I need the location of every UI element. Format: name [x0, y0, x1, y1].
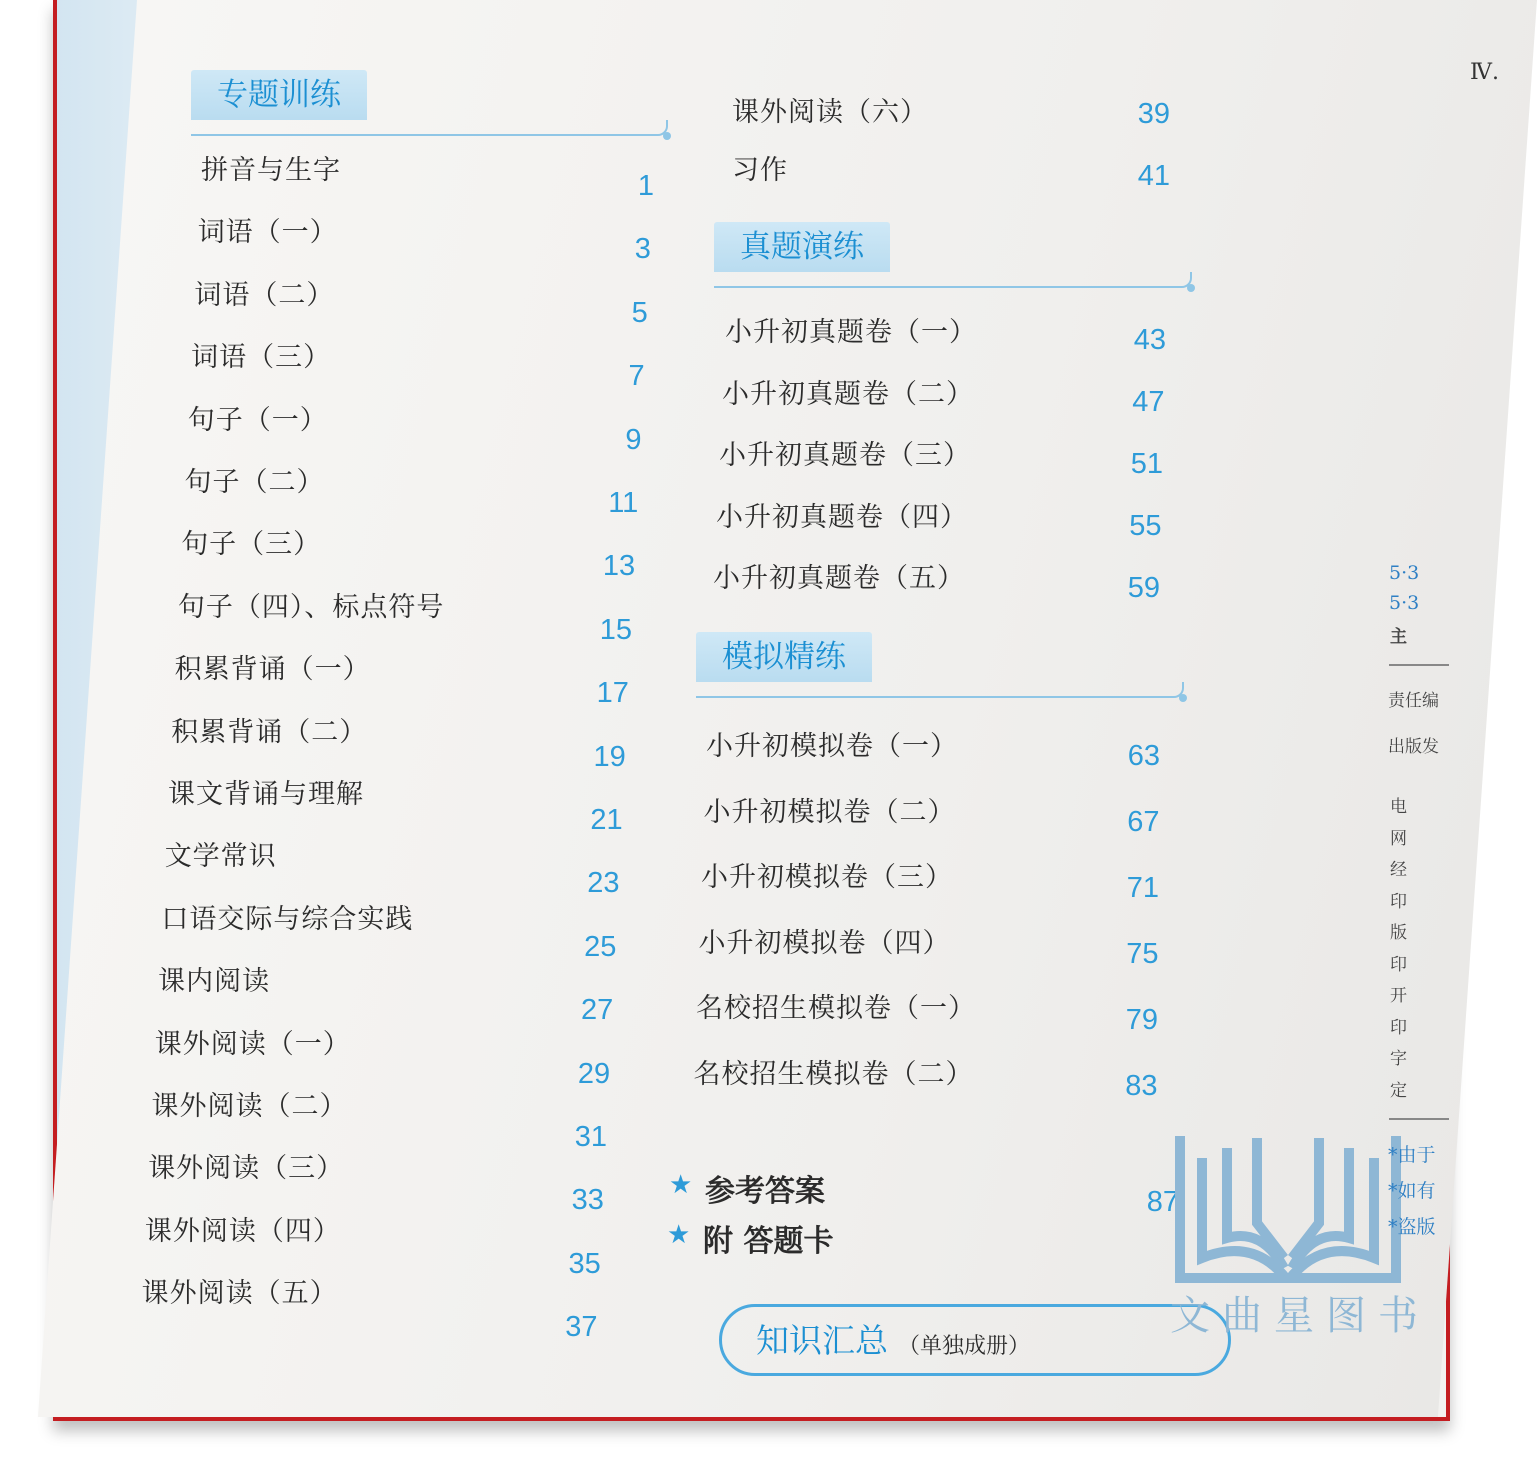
toc-page-number: 79	[1125, 1004, 1158, 1036]
toc-page-number: 63	[1127, 740, 1160, 772]
margin-vertical-char: 定	[1390, 1080, 1407, 1101]
toc-page-number: 13	[602, 550, 636, 583]
toc-item-answer-card[interactable]: 附 答题卡	[703, 1224, 834, 1259]
toc-item[interactable]: 小升初真题卷（二）	[722, 378, 974, 410]
toc-page-number: 3	[634, 233, 651, 266]
toc-page-number: 47	[1132, 386, 1165, 418]
toc-page-answers: 87	[1146, 1186, 1179, 1218]
toc-page-number: 31	[574, 1121, 607, 1153]
toc-item[interactable]: 词语（二）	[194, 279, 335, 311]
toc-item[interactable]: 小升初模拟卷（二）	[703, 796, 956, 828]
toc-page-number: 7	[628, 360, 645, 393]
toc-item-answers[interactable]: 参考答案	[705, 1174, 825, 1209]
toc-page-number: 9	[625, 423, 642, 456]
toc-item[interactable]: 文学常识	[164, 841, 277, 873]
book-logo-icon	[1172, 1128, 1404, 1288]
toc-item[interactable]: 拼音与生字	[201, 155, 341, 186]
toc-item[interactable]: 小升初模拟卷（三）	[701, 862, 953, 893]
section-rule	[191, 120, 668, 136]
toc-page-number: 15	[599, 613, 633, 646]
toc-page-number: 55	[1129, 510, 1162, 542]
section-title: 专题训练	[217, 77, 341, 113]
toc-item[interactable]: 句子（三）	[181, 529, 322, 561]
toc-item[interactable]: 课文背诵与理解	[168, 779, 364, 810]
toc-page-number: 27	[580, 994, 614, 1027]
photo-frame	[53, 0, 1499, 1421]
section-rule	[714, 272, 1192, 288]
toc-item[interactable]: 名校招生模拟卷（一）	[696, 993, 976, 1024]
margin-vertical-char: 开	[1390, 986, 1407, 1006]
section-rule	[696, 682, 1184, 698]
toc-item[interactable]: 句子（二）	[184, 467, 325, 498]
margin-text-2: 5·3	[1389, 592, 1420, 614]
toc-item[interactable]: 课外阅读（五）	[141, 1278, 338, 1310]
section-tab	[191, 70, 367, 120]
toc-page-number: 39	[1137, 98, 1170, 130]
section-tab	[696, 632, 872, 682]
margin-vertical-char: 电	[1390, 797, 1407, 817]
toc-item[interactable]: 积累背诵（二）	[171, 716, 368, 748]
margin-text-4: 责任编	[1388, 691, 1439, 711]
toc-item[interactable]: 小升初模拟卷（一）	[706, 731, 958, 762]
toc-page-number: 35	[568, 1247, 601, 1280]
margin-vertical-char: 字	[1390, 1049, 1407, 1069]
toc-item[interactable]: 小升初真题卷（五）	[713, 563, 965, 594]
toc-page-number: 23	[587, 867, 620, 900]
toc-item[interactable]: 小升初真题卷（三）	[719, 440, 971, 471]
toc-page-number: 25	[584, 930, 617, 963]
toc-item[interactable]: 句子（一）	[187, 404, 328, 436]
toc-item[interactable]: 习作	[732, 155, 788, 186]
toc-page-number: 17	[596, 677, 629, 710]
toc-item[interactable]: 积累背诵（一）	[174, 654, 371, 686]
section-title: 模拟精练	[722, 639, 846, 675]
toc-item[interactable]: 课外阅读（四）	[144, 1215, 341, 1247]
margin-vertical-char: 版	[1390, 923, 1407, 943]
margin-rule	[1389, 1118, 1449, 1120]
margin-text-5: 出版发	[1388, 737, 1439, 757]
toc-page-number: 83	[1125, 1070, 1158, 1102]
toc-item[interactable]: 词语（三）	[191, 342, 332, 374]
star-icon: ★	[669, 1170, 693, 1200]
margin-note-1: *由于	[1388, 1144, 1436, 1166]
summary-box[interactable]	[719, 1304, 1231, 1376]
margin-vertical-char: 网	[1390, 828, 1407, 849]
toc-page-number: 1	[637, 170, 654, 202]
toc-item[interactable]: 词语（一）	[197, 217, 338, 249]
toc-item[interactable]: 课外阅读（六）	[732, 97, 928, 128]
margin-vertical-char: 印	[1390, 954, 1407, 975]
toc-page-number: 59	[1127, 572, 1160, 604]
toc-page-number: 11	[608, 487, 639, 519]
toc-page-number: 21	[590, 804, 623, 836]
summary-title: 知识汇总	[756, 1321, 888, 1360]
toc-page-number: 67	[1127, 806, 1160, 838]
toc-item[interactable]: 小升初模拟卷（四）	[698, 927, 951, 959]
toc-item[interactable]: 句子（四）、标点符号	[177, 591, 445, 623]
toc-item[interactable]: 课外阅读（一）	[154, 1028, 351, 1060]
toc-page-number: 37	[565, 1311, 598, 1344]
toc-page-number: 51	[1130, 448, 1163, 480]
toc-item[interactable]: 小升初真题卷（一）	[725, 317, 977, 348]
toc-item[interactable]: 课外阅读（二）	[151, 1091, 348, 1122]
margin-text-1: 5·3	[1389, 562, 1420, 584]
toc-page-number: 29	[577, 1057, 611, 1090]
margin-note-2: *如有	[1388, 1180, 1436, 1202]
logo-text: 文曲星图书	[1170, 1293, 1430, 1339]
toc-item[interactable]: 课内阅读	[158, 966, 271, 998]
margin-rule	[1389, 664, 1449, 666]
section-tab	[714, 222, 890, 272]
toc-item[interactable]: 名校招生模拟卷（二）	[693, 1058, 974, 1090]
toc-page-number: 33	[571, 1184, 604, 1217]
margin-note-3: *盗版	[1388, 1216, 1436, 1238]
toc-page-number: 5	[631, 296, 648, 329]
toc-item[interactable]: 小升初真题卷（四）	[716, 501, 968, 533]
toc-page-number: 75	[1126, 938, 1159, 970]
margin-vertical-char: 印	[1390, 891, 1407, 912]
toc-item[interactable]: 口语交际与综合实践	[161, 903, 414, 935]
page-corner-label: Ⅳ.	[1470, 60, 1499, 85]
toc-page-number: 41	[1137, 160, 1170, 192]
summary-subtitle: （单独成册）	[898, 1334, 1031, 1359]
section-title: 真题演练	[740, 229, 864, 265]
toc-page-number: 71	[1126, 872, 1159, 904]
toc-page-number: 19	[593, 740, 626, 773]
margin-vertical-char: 印	[1390, 1017, 1407, 1038]
toc-page-number: 43	[1133, 324, 1166, 356]
margin-text-3: 主	[1390, 627, 1407, 647]
margin-vertical-char: 经	[1390, 860, 1407, 880]
toc-item[interactable]: 课外阅读（三）	[148, 1153, 345, 1185]
star-icon: ★	[667, 1220, 691, 1250]
